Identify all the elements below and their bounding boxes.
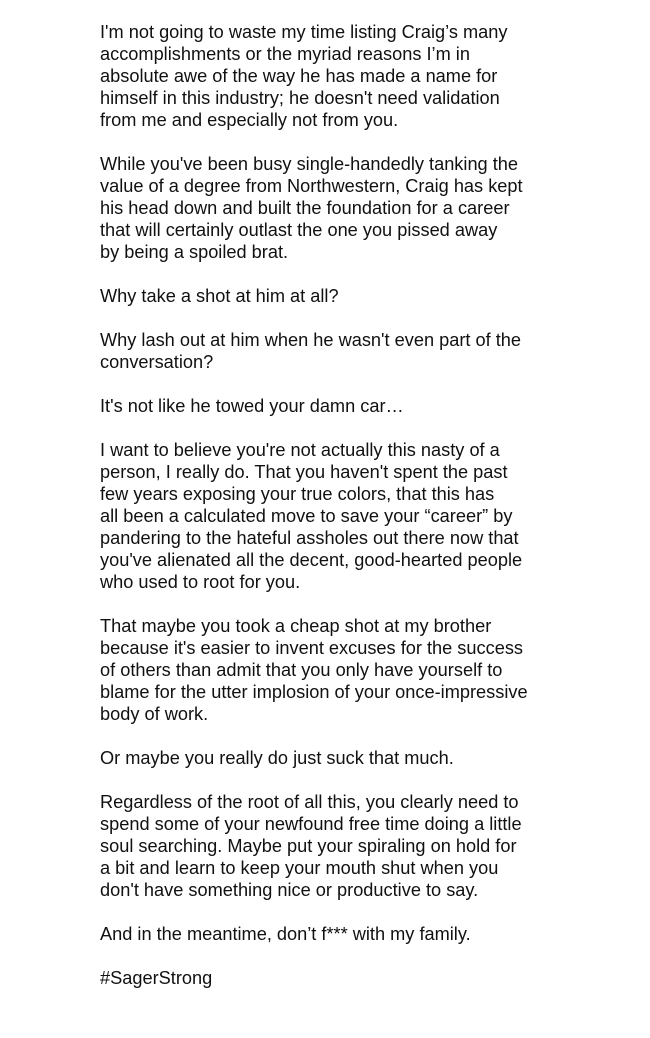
statement-document	[100, 21, 600, 1011]
paragraph-10: And in the meantime, don’t f*** with my family.	[100, 924, 471, 944]
hashtag: #SagerStrong	[100, 968, 213, 988]
paragraph-3: Why take a shot at him at all?	[100, 286, 339, 306]
paragraph-8: Or maybe you really do just suck that much.	[100, 748, 454, 768]
paragraph-1: I'm not going to waste my time listing Craig’s many accomplishments or the myriad reasons I’m in absolute awe of the way he has made a name for himself in this industry; he doesn't need validation from me and especially not from you.	[100, 22, 508, 130]
paragraph-4: Why lash out at him when he wasn't even part of the conversation?	[100, 330, 522, 372]
paragraph-9: Regardless of the root of all this, you clearly need to spend some of your newfound free time doing a little soul searching. Maybe put your spiraling on hold for a bit and learn to keep your mouth shut when you don't have something nice or productive to say.	[100, 792, 522, 900]
paragraph-5: It's not like he towed your damn car…	[100, 396, 404, 416]
paragraph-6: I want to believe you're not actually this nasty of a person, I really do. That you haven't spent the past few years exposing your true colors, that this has all been a calculated move to save your “career” by pandering to the hateful assholes out there now that you've alienated all the decent, good-hearted people who used to root for you.	[100, 440, 523, 592]
paragraph-2: While you've been busy single-handedly tanking the value of a degree from Northwestern, Craig has kept his head down and built the foundation for a career that will certainly outlast the one you pissed away by being a spoiled brat.	[100, 154, 523, 262]
paragraph-7: That maybe you took a cheap shot at my brother because it's easier to invent excuses for the success of others than admit that you only have yourself to blame for the utter implosion of your once-impressive body of work.	[100, 616, 528, 724]
